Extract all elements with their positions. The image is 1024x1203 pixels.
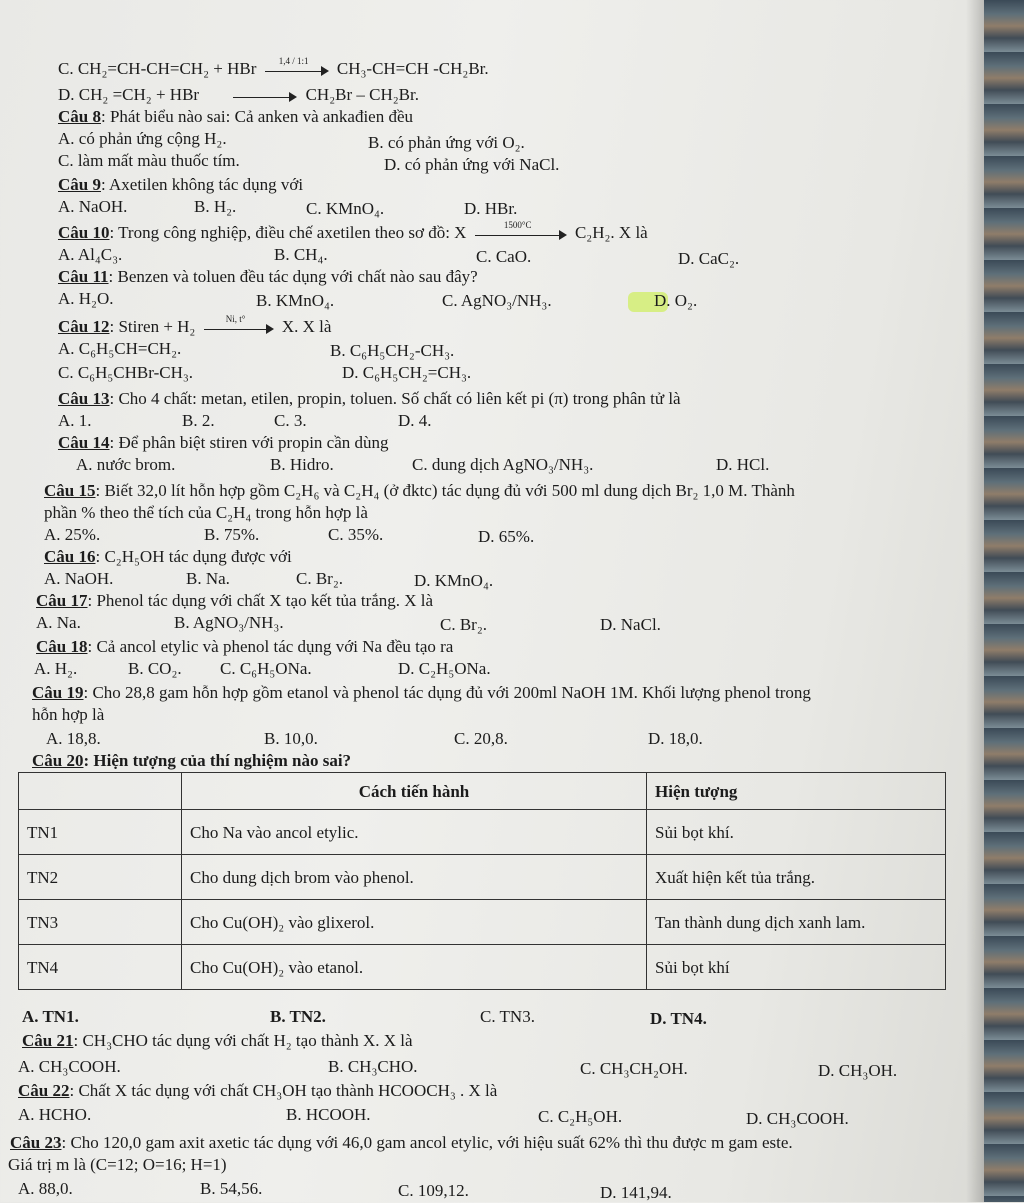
reaction-arrow <box>233 89 297 103</box>
answer-c: C. 20,8. <box>454 729 508 748</box>
table-row <box>19 810 946 855</box>
question-text: : Phenol tác dụng với chất X tạo kết tủa trắng. X là <box>87 591 434 610</box>
question-21 <box>22 1030 413 1051</box>
question-label: Câu 19 <box>32 683 84 702</box>
question-label: Câu 10 <box>58 223 110 242</box>
table-header-cell: Hiện tượng <box>647 773 946 810</box>
question-text-continued: Giá trị m là (C=12; O=16; H=1) <box>8 1155 227 1174</box>
answer-a: A. TN1. <box>22 1007 79 1026</box>
answer-c: C. Br₂. <box>296 569 344 588</box>
question-10 <box>58 222 648 243</box>
question-label: Câu 14 <box>58 433 110 452</box>
question-15 <box>44 480 795 501</box>
question-11 <box>58 266 478 287</box>
question-text-continued: hỗn hợp là <box>32 705 105 724</box>
question-text-end: X. X là <box>281 317 332 336</box>
question-label: Câu 11 <box>58 267 109 286</box>
answer-a: A. CH₃COOH. <box>18 1057 121 1076</box>
answer-a: A. 25%. <box>44 525 101 544</box>
reaction-arrow <box>204 314 274 335</box>
answer-b: B. có phản ứng với O₂. <box>368 133 525 152</box>
answer-a: A. NaOH. <box>58 197 128 216</box>
question-label: Câu 22 <box>18 1081 70 1100</box>
question-17 <box>36 590 433 611</box>
answer-a: A. có phản ứng cộng H₂. <box>58 129 227 148</box>
background-fabric <box>984 0 1024 1202</box>
question-8 <box>58 106 413 127</box>
answer-d: D. 65%. <box>478 527 535 546</box>
question-label: Câu 23 <box>10 1133 62 1152</box>
answer-c: C. C₆H₅ONa. <box>220 659 312 678</box>
answer-b: B. HCOOH. <box>286 1105 371 1124</box>
question-20 <box>32 750 351 771</box>
reaction-left: D. CH₂ =CH₂ + HBr <box>58 85 200 104</box>
arrow-label: 1,4 / 1:1 <box>278 56 309 67</box>
answer-b: B. 10,0. <box>264 729 318 748</box>
answer-d: D. C₆H₅CH₂=CH₃. <box>342 363 472 382</box>
answer-d: D. 4. <box>398 411 432 430</box>
table-header-row <box>19 773 946 810</box>
question-text: : Hiện tượng của thí nghiệm nào sai? <box>83 751 352 770</box>
answer-c: C. Br₂. <box>440 615 488 634</box>
answer-b: B. C₆H₅CH₂-CH₃. <box>330 341 455 360</box>
table-cell: Cho Cu(OH)₂ vào etanol. <box>182 945 647 990</box>
answer-c: C. AgNO₃/NH₃. <box>442 291 552 310</box>
answer-d: D. CaC₂. <box>678 249 740 268</box>
question-12 <box>58 316 331 337</box>
question-text: : Cho 28,8 gam hỗn hợp gồm etanol và phenol tác dụng đủ với 200ml NaOH 1M. Khối lượng phenol trong <box>83 683 811 702</box>
answer-d: D. HCl. <box>716 455 770 474</box>
answer-d: D. O₂. <box>654 291 698 310</box>
question-label: Câu 12 <box>58 317 110 336</box>
answer-d: D. NaCl. <box>600 615 661 634</box>
table-row <box>19 900 946 945</box>
question-text: : Phát biểu nào sai: Cả anken và ankađien đều <box>100 107 414 126</box>
answer-a: A. 1. <box>58 411 92 430</box>
answer-c: C. CH₃CH₂OH. <box>580 1059 688 1078</box>
reaction-arrow <box>265 56 329 77</box>
reaction-right: CH₃-CH=CH -CH₂Br. <box>336 59 489 78</box>
question-text-end: C₂H₂. X là <box>574 223 648 242</box>
question-text: : Cho 120,0 gam axit axetic tác dụng với 46,0 gam ancol etylic, với hiệu suất 62% thì thu được m gam este. <box>61 1133 793 1152</box>
answer-b: B. 54,56. <box>200 1179 263 1198</box>
table-header-cell <box>19 773 182 810</box>
question-19 <box>32 682 811 703</box>
question-label: Câu 16 <box>44 547 96 566</box>
question-text-continued: phần % theo thể tích của C₂H₄ trong hỗn hợp là <box>44 503 368 522</box>
answer-c: C. CaO. <box>476 247 532 266</box>
question-label: Câu 9 <box>58 175 101 194</box>
question-18 <box>36 636 453 657</box>
answer-c: C. 109,12. <box>398 1181 469 1200</box>
question-text: : C₂H₅OH tác dụng được với <box>95 547 292 566</box>
answer-d: D. 141,94. <box>600 1183 672 1202</box>
answer-c: C. C₆H₅CHBr-CH₃. <box>58 363 194 382</box>
reaction-arrow <box>475 220 567 241</box>
option-line <box>58 58 489 79</box>
answer-b: B. Na. <box>186 569 230 588</box>
answer-d: D. HBr. <box>464 199 518 218</box>
answer-d: D. CH₃OH. <box>818 1061 898 1080</box>
answer-b: B. KMnO₄. <box>256 291 335 310</box>
answer-a: A. Na. <box>36 613 81 632</box>
answer-a: A. NaOH. <box>44 569 114 588</box>
table-cell: TN2 <box>19 855 182 900</box>
question-label: Câu 13 <box>58 389 110 408</box>
answer-a: A. H₂O. <box>58 289 114 308</box>
answer-b: B. CH₃CHO. <box>328 1057 418 1076</box>
table-cell: Cho dung dịch brom vào phenol. <box>182 855 647 900</box>
question-16 <box>44 546 292 567</box>
question-text: : Cả ancol etylic và phenol tác dụng với Na đều tạo ra <box>87 637 454 656</box>
answer-d: D. CH₃COOH. <box>746 1109 849 1128</box>
arrow-label: 1500°C <box>503 220 532 231</box>
question-14 <box>58 432 389 453</box>
question-text: : Để phân biệt stiren với propin cần dùng <box>109 433 389 452</box>
table-cell: Sủi bọt khí <box>647 945 946 990</box>
answer-b: B. AgNO₃/NH₃. <box>174 613 284 632</box>
question-text: : Biết 32,0 lít hỗn hợp gồm C₂H₆ và C₂H₄ (ở đktc) tác dụng đủ với 500 ml dung dịch Br₂ 1,0 M. Thành <box>95 481 795 500</box>
answer-c: C. C₂H₅OH. <box>538 1107 623 1126</box>
question-text: : Axetilen không tác dụng với <box>100 175 304 194</box>
table-cell: Tan thành dung dịch xanh lam. <box>647 900 946 945</box>
experiment-table <box>18 772 946 990</box>
question-label: Câu 20 <box>32 751 84 770</box>
question-text: : Benzen và toluen đều tác dụng với chất nào sau đây? <box>108 267 478 286</box>
question-text: : Trong công nghiệp, điều chế axetilen theo sơ đồ: X <box>109 223 467 242</box>
table-cell: TN4 <box>19 945 182 990</box>
question-text: : Chất X tác dụng với chất CH₃OH tạo thành HCOOCH₃ . X là <box>69 1081 498 1100</box>
question-text: : Cho 4 chất: metan, etilen, propin, toluen. Số chất có liên kết pi (π) trong phân tử là <box>109 389 681 408</box>
answer-d: D. KMnO₄. <box>414 571 494 590</box>
question-text: : CH₃CHO tác dụng với chất H₂ tạo thành X. X là <box>73 1031 413 1050</box>
answer-b: B. H₂. <box>194 197 237 216</box>
answer-c: C. 3. <box>274 411 307 430</box>
table-row <box>19 945 946 990</box>
answer-d: D. TN4. <box>650 1009 707 1028</box>
answer-b: B. 2. <box>182 411 215 430</box>
question-label: Câu 8 <box>58 107 101 126</box>
answer-c: C. dung dịch AgNO₃/NH₃. <box>412 455 594 474</box>
table-header-cell: Cách tiến hành <box>182 773 647 810</box>
table-cell: TN3 <box>19 900 182 945</box>
table-cell: Xuất hiện kết tủa trắng. <box>647 855 946 900</box>
table-row <box>19 855 946 900</box>
answer-a: A. nước brom. <box>76 455 176 474</box>
answer-c: C. 35%. <box>328 525 384 544</box>
reaction-left: C. CH₂=CH-CH=CH₂ + HBr <box>58 59 257 78</box>
question-label: Câu 15 <box>44 481 96 500</box>
answer-b: B. TN2. <box>270 1007 326 1026</box>
answer-a: A. 88,0. <box>18 1179 73 1198</box>
table-cell: Cho Cu(OH)₂ vào glixerol. <box>182 900 647 945</box>
answer-b: B. 75%. <box>204 525 260 544</box>
table-cell: Cho Na vào ancol etylic. <box>182 810 647 855</box>
answer-c: C. KMnO₄. <box>306 199 385 218</box>
question-text: : Stiren + H₂ <box>109 317 196 336</box>
reaction-right: CH₂Br – CH₂Br. <box>305 85 419 104</box>
answer-c: C. làm mất màu thuốc tím. <box>58 151 240 170</box>
question-9 <box>58 174 303 195</box>
answer-b: B. CH₄. <box>274 245 328 264</box>
question-22 <box>18 1080 497 1101</box>
answer-b: B. CO₂. <box>128 659 182 678</box>
answer-b: B. Hidro. <box>270 455 334 474</box>
question-23 <box>10 1132 793 1153</box>
answer-d: D. C₂H₅ONa. <box>398 659 491 678</box>
answer-a: A. 18,8. <box>46 729 101 748</box>
arrow-label: Ni, t° <box>225 314 246 325</box>
answer-a: A. Al₄C₃. <box>58 245 123 264</box>
option-line <box>58 84 419 105</box>
question-13 <box>58 388 681 409</box>
answer-a: A. H₂. <box>34 659 78 678</box>
answer-d: D. 18,0. <box>648 729 703 748</box>
table-cell: TN1 <box>19 810 182 855</box>
answer-a: A. C₆H₅CH=CH₂. <box>58 339 182 358</box>
question-label: Câu 18 <box>36 637 88 656</box>
answer-c: C. TN3. <box>480 1007 535 1026</box>
answer-d: D. có phản ứng với NaCl. <box>384 155 560 174</box>
question-label: Câu 17 <box>36 591 88 610</box>
answer-a: A. HCHO. <box>18 1105 92 1124</box>
table-cell: Sủi bọt khí. <box>647 810 946 855</box>
question-label: Câu 21 <box>22 1031 74 1050</box>
